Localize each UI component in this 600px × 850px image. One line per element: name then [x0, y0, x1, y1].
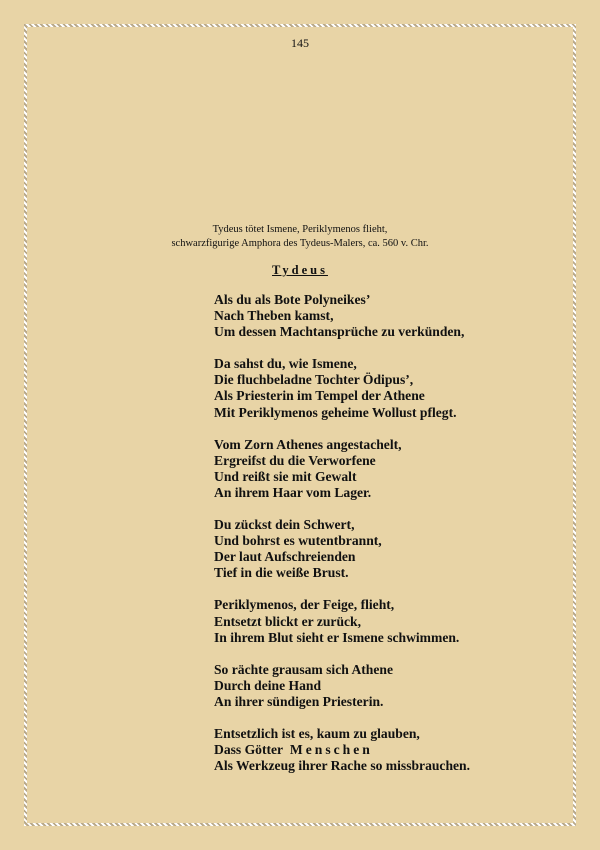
stanza — [214, 292, 470, 340]
poem-line: Durch deine Hand — [214, 677, 322, 693]
poem-line: Tief in die weiße Brust. — [214, 565, 349, 581]
stanza — [214, 726, 470, 774]
poem-line: Ergreifst du die Verworfene — [214, 452, 376, 468]
poem-line: Der laut Aufschreienden — [214, 549, 356, 565]
page-number: 145 — [291, 36, 309, 50]
stanza — [214, 597, 470, 645]
poem-line: Entsetzt blickt er zurück, — [214, 613, 361, 629]
caption-line: schwarzfigurige Amphora des Tydeus-Malers, ca. 560 v. Chr. — [171, 238, 429, 249]
image-caption — [0, 223, 600, 251]
poem-line: Du zückst dein Schwert, — [214, 517, 355, 533]
stanza — [214, 356, 470, 420]
poem-body — [214, 292, 470, 790]
poem-line: Vom Zorn Athenes angestachelt, — [214, 436, 402, 452]
poem-line: Und reißt sie mit Gewalt — [214, 468, 357, 484]
poem-line: Und bohrst es wutentbrannt, — [214, 533, 382, 549]
poem-line: Als Werkzeug ihrer Rache so missbrauchen. — [214, 758, 471, 774]
poem-line: Die fluchbeladne Tochter Ödipus’, — [214, 372, 414, 388]
poem-line: Um dessen Machtansprüche zu verkünden, — [214, 324, 465, 340]
poem-line-start: Dass Götter — [214, 742, 284, 758]
poem-line: Entsetzlich ist es, kaum zu glauben, — [214, 725, 420, 741]
poem-line: Periklymenos, der Feige, flieht, — [214, 597, 395, 613]
stanza — [214, 517, 470, 581]
poem-title: Tydeus — [272, 263, 328, 277]
poem-line: An ihrer sündigen Priesterin. — [214, 693, 384, 709]
stanza — [214, 437, 470, 501]
poem-line: An ihrem Haar vom Lager. — [214, 484, 372, 500]
poem-line: In ihrem Blut sieht er Ismene schwimmen. — [214, 629, 460, 645]
poem-line: So rächte grausam sich Athene — [214, 661, 393, 677]
poem-line: Als du als Bote Polyneikes’ — [214, 292, 371, 307]
caption-line: Tydeus tötet Ismene, Periklymenos flieht, — [212, 224, 388, 235]
stanza — [214, 662, 470, 710]
poem-line: Da sahst du, wie Ismene, — [214, 356, 357, 372]
poem-line: Mit Periklymenos geheime Wollust pflegt. — [214, 404, 457, 420]
emphasized-word: Menschen — [289, 742, 373, 758]
poem-line — [214, 742, 470, 758]
poem-line: Nach Theben kamst, — [214, 308, 334, 324]
poem-line: Als Priesterin im Tempel der Athene — [214, 388, 425, 404]
